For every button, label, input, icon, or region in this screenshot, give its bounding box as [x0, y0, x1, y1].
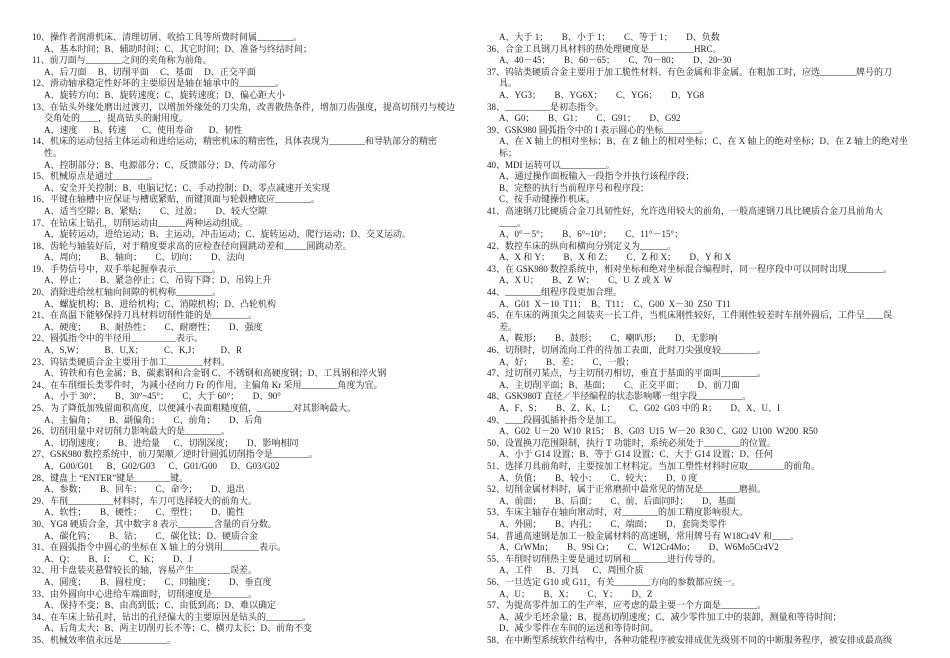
question-item	[487, 264, 927, 287]
question-options: A、在 X 轴上的相对坐标；B、在 Z 轴上的相对坐标；C、在 X 轴上的绝对坐标；D、在 Z 轴上的绝对坐	[499, 136, 909, 147]
question-options-continued: A、大于 1； B、小于 1； C、等于 1； D、负数	[499, 32, 720, 42]
question-item	[32, 357, 477, 380]
question-options: A、X 和 Y； B、X 和 Z； C、Z 和 X； D、Y 和 X	[499, 252, 732, 263]
question-stem: 38、__________是初态指令。	[487, 101, 605, 112]
question-stem: 50、设置换刀范围限制，执行 T 功能时，系统必须处于________的位置。	[487, 437, 776, 448]
question-options: A、G00/G01 B、G02/G03 C、G01/G00 D、G03/G02	[44, 460, 280, 471]
question-item	[487, 635, 927, 647]
question-options: A、G0； B、G1； C、G91； D、G92	[499, 113, 681, 124]
question-options: A、安全开关控制；B、电脑记忆；C、手动控制；D、零点减速开关实现	[44, 182, 331, 193]
question-options: A、周向； B、轴向； C、切向； D、法向	[44, 252, 245, 263]
question-item	[487, 577, 927, 600]
question-options: A、40－45； B、60－65； C、70－80； D、20~30	[499, 55, 732, 66]
question-stem: 31、在圆弧指令中圆心的坐标在 X 轴上的分别用________表示。	[32, 542, 287, 553]
question-options: A、S,W； B、U,X； C、K,J； D、R	[44, 345, 243, 356]
question-options: A、G02 U－20 W10 R15； B、G03 U15 W－20 R30 C、G02 U100 W200 R50	[499, 426, 818, 437]
left-column	[32, 32, 477, 646]
question-stem: 32、用卡盘装夹悬臂较长的轴，容易产生________误差。	[32, 565, 258, 576]
question-stem: 44、________组程序段更加合理。	[487, 287, 623, 298]
question-stem: 16、平键在轴槽中应保证与槽底紧贴，而键顶面与轮毂槽底应________。	[32, 194, 321, 205]
question-item	[32, 473, 477, 496]
question-item	[487, 345, 927, 368]
question-options: A、前面； B、后面； C、前、后面同时； D、基面	[499, 495, 736, 506]
question-options: A、小于 G14 设置；B、等于 G14 设置；C、大于 G14 设置；D、任何	[499, 449, 774, 460]
question-item	[32, 310, 477, 333]
question-stem: 43、在 GSK980 数控系统中，相对坐标和绝对坐标混合编程时，同一程序段中可以同时出现________。	[487, 263, 893, 274]
question-item	[32, 380, 477, 403]
question-stem: 48、GSK980T 直径／半径编程的状态影响哪一组字段__________。	[487, 391, 752, 402]
question-options: 标；	[499, 147, 518, 158]
question-options: D、减少零件在车间的运送和等待时间。	[499, 623, 659, 634]
question-item	[32, 449, 477, 472]
question-item	[487, 287, 927, 310]
question-item	[487, 507, 927, 530]
question-stem: 21、在高温下能够保持刀具材料切削性能的是________。	[32, 310, 258, 321]
question-stem: ____。	[499, 217, 527, 228]
question-stem: 22、圆弧指令中的半径用__________表示。	[32, 333, 204, 344]
question-options: A、F、S； B、Z、K、L； C、G02 G03 中的 R； D、X、U、I	[499, 403, 781, 413]
question-item	[32, 171, 477, 194]
question-stem: 11、前刀面与________之间的夹角称为前角。	[32, 55, 212, 66]
question-item	[32, 136, 477, 171]
question-stem: 具。	[499, 78, 518, 89]
question-stem: 55、车削时切削热主要是通过切屑和________进行传导的。	[487, 553, 722, 564]
question-stem: 30、YG8 硬质合金，其中数字 8 表示________含量的百分数。	[32, 518, 277, 529]
question-options: A、U； B、X； C、Y； D、Z	[499, 588, 653, 599]
question-stem: 37、钨钴类硬质合金主要用于加工脆性材料、有色金属和非金属。在粗加工时，应选________牌号的刀	[487, 66, 893, 77]
question-options: A、鞍形； B、鼓形； C、喇叭形； D、无影响	[499, 333, 718, 344]
question-stem: 性。	[44, 147, 63, 158]
question-stem: 56、一旦选定 G10 或 G11，有关________方向的参数都应统一。	[487, 576, 741, 587]
question-stem: 20、消除进给丝杠轴向间隙的机构称________。	[32, 287, 222, 298]
question-options: A、外圆； B、内孔； C、端面； D、套筒类零件	[499, 518, 727, 529]
question-options: B、完整的执行当前程序号和程序段；	[499, 182, 650, 193]
question-stem: 35、机械效率值永远是__________。	[32, 634, 177, 645]
question-options: A、切削速度； B、进给量 C、切削深度； D、影响相同	[44, 437, 299, 448]
question-item	[32, 519, 477, 542]
question-options: A、负值； B、较小； C、较大； D、0 度	[499, 472, 698, 483]
question-options: A、0°－5°； B、6°~10°； C、11°－15°；	[499, 229, 684, 240]
question-stem: 29、车削__________材料时，车刀可选择较大的前角大。	[32, 495, 258, 506]
question-options: A、好； B、差； C、一般；	[499, 356, 635, 367]
question-stem: 26、切削用量中对切削力影响最大的是________。	[32, 426, 231, 437]
question-item	[487, 368, 927, 391]
question-item	[487, 438, 927, 461]
question-item	[32, 333, 477, 356]
right-column	[487, 32, 927, 646]
question-item	[32, 55, 477, 78]
question-item	[32, 542, 477, 565]
question-item	[487, 600, 927, 635]
question-stem: 36、合金工具钢刀具材料的热处理硬度是__________HRC。	[487, 43, 722, 54]
question-options: A、适当空隙；B、紧贴； C、过盈； D、较大空隙	[44, 205, 268, 216]
question-options: A、工件 B、刀具 C、周围介质	[499, 565, 644, 576]
question-options: A、通过操作面板输入一段指令并执行该程序段；	[499, 171, 695, 182]
question-stem: 52、切削金属材料时，属于正常磨损中最常见的情况是________磨损。	[487, 484, 767, 495]
question-options: C、按手动键操作机床。	[499, 194, 596, 205]
question-options: A、基本时间；B、辅助时间；C、其它时间；D、准备与终结时间；	[44, 43, 313, 54]
question-item	[487, 67, 927, 102]
question-options: A、旋转方向；B、旋转速度；C、旋转速度；D、偏心距大小	[44, 89, 286, 100]
question-item	[487, 484, 927, 507]
question-item	[487, 102, 927, 125]
question-item	[487, 44, 927, 67]
question-item	[32, 78, 477, 101]
question-stem: 差。	[499, 321, 518, 332]
question-stem: 24、在车削细长类零件时，为减小径向力 Fr 的作用，主偏角 Kr 采用________角度为宜。	[32, 379, 383, 390]
question-stem: 54、普通高速钢是加工一般金属材料的高速钢，常用牌号有 W18Cr4V 和____。	[487, 530, 799, 541]
question-stem: 47、过切削刃某点，与主切削刃相切，垂直于基面的平面叫________。	[487, 368, 767, 379]
question-stem: 45、在车床的两顶尖之间装夹一长工件，当机床刚性较好，工件刚性较差时车削外圆后，工件呈____误	[487, 310, 893, 321]
question-item	[32, 426, 477, 449]
question-item	[487, 206, 927, 241]
question-stem: 18、齿轮与轴装好后，对于精度要求高的应检查径向圆跳动差和_____圆跳动差。	[32, 240, 352, 251]
question-stem: 46、切削时，切屑流向工件的待加工表面，此时刀尖强度较________。	[487, 345, 767, 356]
question-options: A、螺旋机构；B、进给机构；C、消隙机构；D、凸轮机构	[44, 298, 277, 309]
question-item	[32, 565, 477, 588]
question-options: A、参数； B、回车； C、命令； D、退出	[44, 484, 245, 495]
question-options: A、CrWMn； B、9Si Cr； C、W12Cr4Mo； D、W6Mo5Cr4V2	[499, 542, 779, 553]
question-stem: 57、为提高零件加工的生产率，应考虑的最主要一个方面是________。	[487, 600, 767, 611]
question-item	[487, 554, 927, 577]
question-options: A、圆度； B、圆柱度； C、同轴度； D、垂直度	[44, 576, 272, 587]
question-stem: 51、选择刀具前角时，主要按加工材料定。当加工塑性材料时应取________的前角。	[487, 460, 821, 471]
question-stem: 40、MDI 运转可以__________。	[487, 159, 615, 170]
question-stem: 49、____段圆弧插补指令是加工。	[487, 414, 623, 425]
question-options: A、后刀面 B、切削平面 C、基面 D、正交平面	[44, 66, 256, 77]
question-options: A、停止； B、紧急停止；C、吊钩下降；D、吊钩上升	[44, 275, 272, 286]
question-options: A、小于 30°； B、30°~45°； C、大于 60°； D、90°	[44, 391, 281, 402]
question-options: A、主切削平面；B、基面； C、正交平面； D、前刀面	[499, 379, 741, 390]
question-item	[32, 612, 477, 635]
question-item	[487, 310, 927, 345]
question-options: A、旋转运动，进给运动；B、主运动，冲击运动；C、旋转运动，爬行运动；D、交叉运动。	[44, 229, 412, 240]
question-stem: 41、高速钢刀比硬质合金刀具韧性好，允许选用较大的前角，一般高速钢刀具比硬质合金刀具前角大	[487, 205, 884, 216]
question-item	[487, 241, 927, 264]
question-stem: 25、为了降低加残留面积高度，以便减小表面粗糙度值，________对其影响最大。	[32, 403, 357, 413]
question-item	[487, 531, 927, 554]
question-item	[32, 496, 477, 519]
question-options: A、保持不变；B、由高到低；C、由低到高；D、难以确定	[44, 600, 277, 611]
question-stem: 19、手势信号中，双手举起握拳表示________。	[32, 263, 222, 274]
question-options: A、碳化钨； B、钴； C、碳化钛；D、硬质合金	[44, 530, 259, 541]
question-stem: 58、在中断型系统软件结构中，各种功能程序被安排成优先级别不同的中断服务程序，被安排成最高级	[487, 634, 893, 645]
question-item	[32, 264, 477, 287]
question-options: A、X U； B、Z W； C、U Z 或 X W	[499, 275, 673, 286]
question-stem: 12、滑动轴承稳定性好坏的主要原因是轴在轴承中的________。	[32, 78, 285, 89]
question-item	[32, 635, 477, 647]
question-item	[487, 461, 927, 484]
question-stem: 34、在车床上钻孔时，钻出的孔径偏大的主要原因是钻头的________。	[32, 611, 312, 622]
question-stem: 14、机床的运动包括主体运动和进给运动，精密机床的精密性，具体表现为________和导轨部分的精密	[32, 136, 438, 147]
question-stem: 23、钨钴类硬质合金主要用于加工________材料。	[32, 356, 231, 367]
question-stem: 交角处的____，提高钻头的耐用度。	[44, 113, 189, 124]
question-stem: 42、数控车床的纵向和横向分别定义为______。	[487, 240, 677, 251]
question-options: A、软性； B、硬性； C、塑性； D、脆性	[44, 507, 245, 518]
question-options: A、减少毛坯余量；B、提高切削速度；C、减少零件加工中的装卸，测量和等待时间；	[499, 611, 842, 622]
question-item	[487, 391, 927, 414]
question-options: A、速度 B、转速 C、使用寿命 D、韧性	[44, 124, 243, 135]
question-item	[487, 415, 927, 438]
question-item	[32, 102, 477, 137]
question-stem: 13、在钻头外缘处磨出过渡刃，以增加外缘处的刀尖角，改善散热条件，增加刀齿强度，提高切削刃与棱边	[32, 101, 456, 112]
question-item	[487, 160, 927, 206]
question-stem: 15、机械原点是通过________。	[32, 171, 159, 182]
question-stem: 39、GSK980 圆弧指令中的 I 表示圆心的坐标________。	[487, 124, 709, 135]
question-options: A、YG3； B、YG6X； C、YG6； D、YG8	[499, 89, 705, 100]
question-options: A、G01 X－10 T11； B、T11； C、G00 X－30 Z50 T11	[499, 298, 731, 309]
question-item	[32, 287, 477, 310]
question-stem: 17、在钻床上钻孔，切削运动由______两种运动组成。	[32, 217, 249, 228]
question-stem: 27、GSK980 数控系统中，前刀架顺／逆时针圆弧切削指令是________。	[32, 449, 318, 460]
question-options: A、Q； B、I； C、K； D、J	[44, 553, 193, 564]
question-item	[32, 403, 477, 426]
question-stem: 53、车床主轴存在轴向窜动时，对________的加工精度影响很大。	[487, 507, 749, 518]
question-stem: 33、由外圆向中心进给车端面时，切削速度是________。	[32, 588, 258, 599]
question-options: A、铸铁和有色金属；B、碳素钢和合金钢 C、不锈钢和高硬度钢；D、工具钢和淬火钢	[44, 368, 387, 379]
question-options: A、后角太大；B、两主切削刃长不等；C、横刃太长；D、前角不变	[44, 623, 313, 634]
question-item	[32, 32, 477, 55]
question-item	[32, 241, 477, 264]
question-options: A、控制部分；B、电源部分；C、反馈部分；D、传动部分	[44, 159, 277, 170]
question-item	[32, 589, 477, 612]
question-item	[32, 218, 477, 241]
question-item	[487, 125, 927, 160]
question-options: A、硬度； B、耐热性； C、耐磨性； D、强度	[44, 321, 263, 332]
question-stem: 10、操作者润滑机床、清理切屑、收拾工具等所费时间属________。	[32, 32, 303, 42]
question-item	[32, 194, 477, 217]
question-stem: 28、键盘上 “ENTER”键是________键。	[32, 472, 189, 483]
question-options: A、主偏角； B、副偏角； C、前角； D、后角	[44, 414, 263, 425]
